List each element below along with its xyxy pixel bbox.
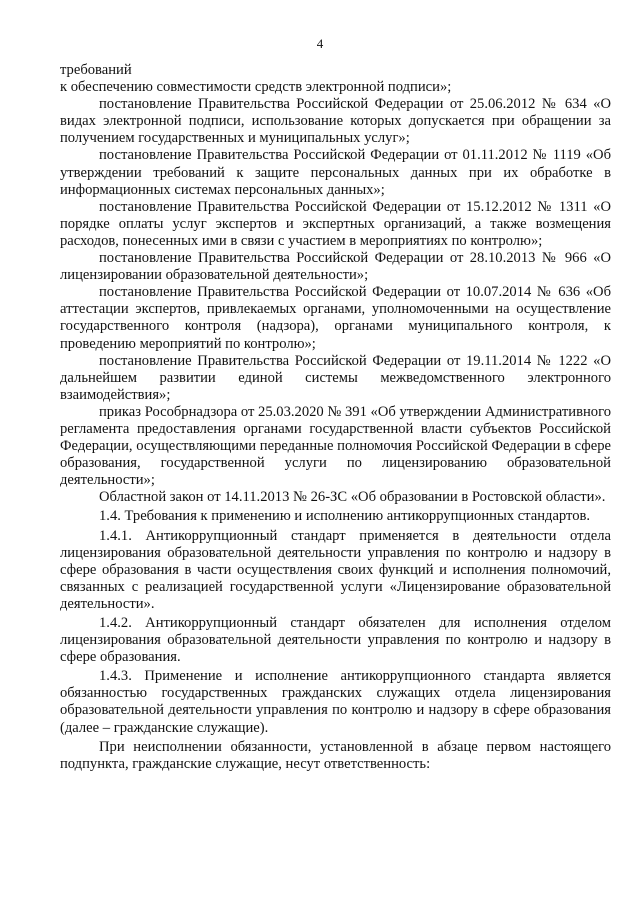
page-number: 4 xyxy=(316,36,324,51)
paragraph-section-1-4-2: 1.4.2. Антикоррупционный стандарт обязателен для исполнения отделом лицензирования образовательной деятельности управления по контролю и надзору в сфере образования. xyxy=(60,615,611,666)
paragraph-section-1-4: 1.4. Требования к применению и исполнению антикоррупционных стандартов. xyxy=(99,508,591,525)
paragraph-decree-634: постановление Правительства Российской Федерации от 25.06.2012 № 634 «О видах электронной подписи, использование которых допускается при обращении за получением государственных и муниципальных услуг»; xyxy=(60,96,611,147)
paragraph-decree-1311: постановление Правительства Российской Федерации от 15.12.2012 № 1311 «О порядке оплаты услуг экспертов и экспертных организаций, а также возмещения расходов, понесенных ими в связи с участием в мероприятиях по контролю»; xyxy=(60,198,611,249)
paragraph-section-1-4-1: 1.4.1. Антикоррупционный стандарт применяется в деятельности отдела лицензирования образовательной деятельности управления по контролю и надзору в сфере образования в части осуществления своих функций и исполнения полномочий, связанных с реализацией государственной услуги «Лицензирование образовательной деятельности». xyxy=(60,527,611,612)
paragraph-continuation-end: к обеспечению совместимости средств электронной подписи»; xyxy=(60,79,452,96)
paragraph-decree-636: постановление Правительства Российской Федерации от 10.07.2014 № 636 «Об аттестации экспертов, привлекаемых органами, уполномоченными на осуществление государственного контроля (надзора), органами муниципального контроля, к проведению мероприятий по контролю»; xyxy=(60,284,611,352)
paragraph-section-1-4-3: 1.4.3. Применение и исполнение антикоррупционного стандарта является обязанностью государственных гражданских служащих отдела лицензирования образовательной деятельности управления по контролю и надзору в сфере образования (далее – гражданские служащие). xyxy=(60,668,611,736)
paragraph-liability: При неисполнении обязанности, установленной в абзаце первом настоящего подпункта, гражданские служащие, несут ответственность: xyxy=(60,738,611,772)
paragraph-decree-1119: постановление Правительства Российской Федерации от 01.11.2012 № 1119 «Об утверждении требований к защите персональных данных при их обработке в информационных системах персональных данных»; xyxy=(60,147,611,198)
paragraph-regional-law: Областной закон от 14.11.2013 № 26-ЗС «Об образовании в Ростовской области». xyxy=(99,489,606,506)
document-body xyxy=(60,62,611,773)
paragraph-decree-966: постановление Правительства Российской Федерации от 28.10.2013 № 966 «О лицензировании образовательной деятельности»; xyxy=(60,250,611,284)
paragraph-decree-1222: постановление Правительства Российской Федерации от 19.11.2014 № 1222 «О дальнейшем развитии единой системы межведомственного электронного взаимодействия»; xyxy=(60,352,611,403)
paragraph-continuation: требований xyxy=(60,62,132,78)
paragraph-order-391: приказ Рособрнадзора от 25.03.2020 № 391 «Об утверждении Административного регламента предоставления органами государственной власти субъектов Российской Федерации, осуществляющими переданные полномочия Российской Федерации в сфере образования, государственной услуги по лицензированию образовательной деятельности»; xyxy=(60,403,611,489)
